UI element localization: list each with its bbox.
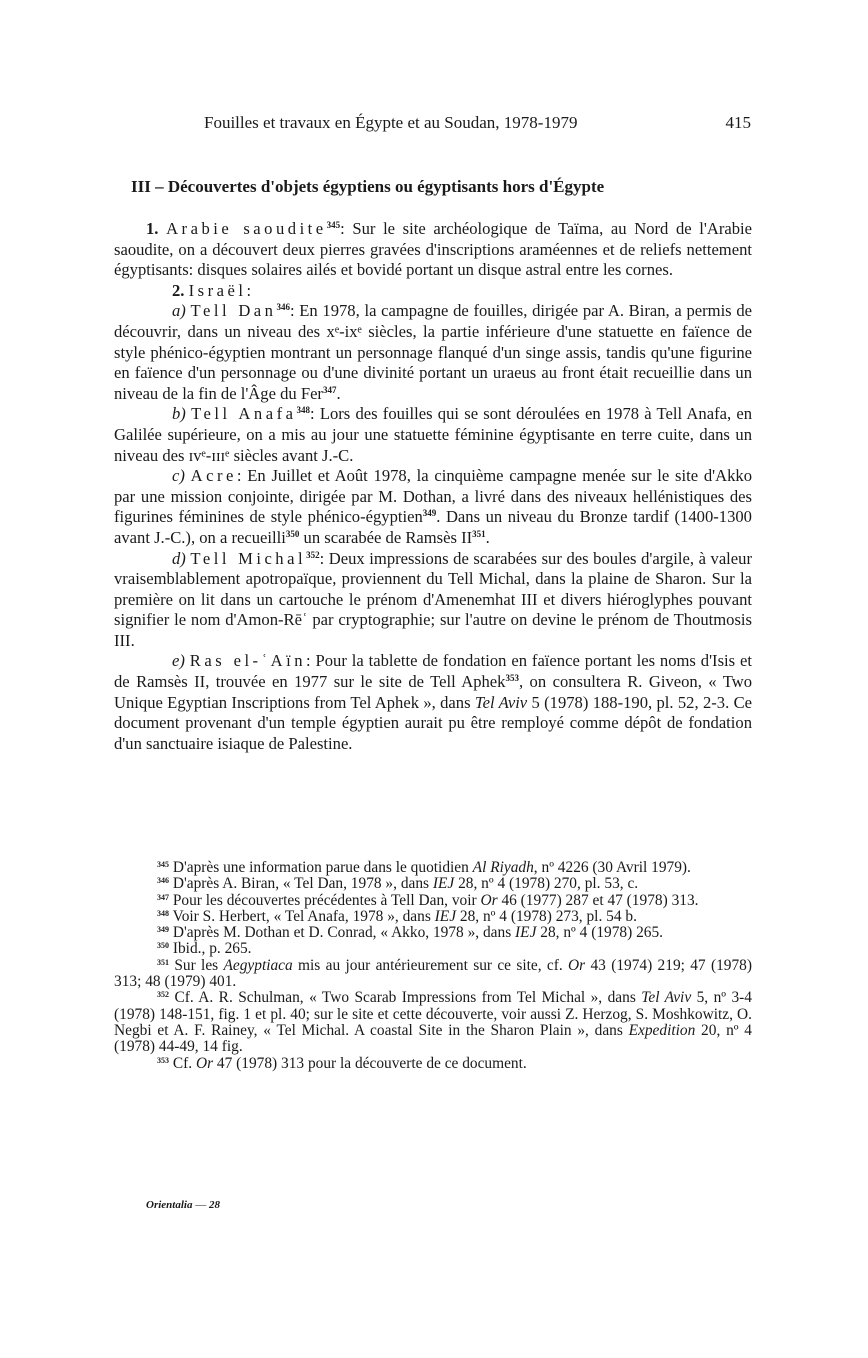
footnote-352 [114,990,752,1055]
paragraph-text: : Deux impressions de scarabées sur des boules d'argile, à valeur vraisemblablement apotropaïque, proviennent du Tell Michal, dans la plaine de Sharon. Sur la première on lit dans un cartouche le prénom d'Amenemhat III et divers hiéroglyphes pouvant signifier le nom d'Amon-Rēʿ par cryptographie; sur l'autre on devine le prénom de Thoutmosis III. [114,548,752,650]
footnote-italic: Or [568,956,586,974]
footnote-text: mis au jour antérieurement sur ce site, cf. [292,956,569,974]
period: . [485,527,490,547]
entry-letter: c) [172,466,185,486]
footnote-text: Ibid., p. 265. [172,940,252,958]
paragraph-israel [114,281,752,302]
paragraph-text: : En 1978, la campagne de fouilles, dirigée par A. Biran, a permis de découvrir, dans un niveau des xᵉ-ixᵉ siècles, la partie inférieure d'une statuette en faïence de style phénico-égyptien montrant un personnage flanqué d'un singe assis, tandis qu'une figurine en faïence d'un personnage ou d'une divinité portant un uraeus au front était recueillie dans un niveau de la fin de l'Âge du Fer [114,301,753,403]
main-text [114,219,752,754]
footnote-number: 346 [157,876,169,886]
paragraph-tell-anafa [114,404,752,466]
footnote-text: 47 (1978) 313 pour la découverte de ce document. [213,1054,527,1072]
colon: : [246,280,252,300]
footnote-ref: 345 [326,220,341,230]
footnote-text: 46 (1977) 287 et 47 (1978) 313. [497,891,699,909]
footnote-349 [114,925,752,941]
footnote-italic: Expedition [628,1021,696,1039]
footnote-italic: Or [480,891,498,909]
place-name: Ras el-ʿAïn [189,651,306,671]
footnote-number: 345 [157,860,169,869]
footnote-italic: IEJ [432,875,455,893]
footnote-text: D'après une information parue dans le quotidien [172,859,473,876]
paragraph-text: : Sur le site archéologique de Taïma, au Nord de l'Arabie saoudite, on a découvert deux pierres gravées d'inscriptions araméennes et de reliefs nettement égyptisants: disques solaires ailés et bovidé portant un disque astral entre les cornes. [114,219,752,280]
footnote-ref: 353 [505,673,519,684]
footnote-350 [114,941,752,957]
footnote-ref: 346 [276,302,290,313]
paragraph-text: , on consultera R. Giveon, « Two Unique Egyptian Inscriptions from Tel Aphek », dans [114,672,752,712]
footnote-text: Voir S. Herbert, « Tel Anafa, 1978 », dans [172,907,435,925]
entry-number: 2. [172,280,185,300]
footnote-italic: Tel Aviv [641,989,692,1007]
footnote-text: Pour les découvertes précédentes à Tell Dan, voir [172,891,481,909]
footnote-number: 347 [157,892,169,902]
footnote-number: 352 [157,990,169,1000]
footnote-text: 43 (1974) 219; 47 (1978) 313; 48 (1979) 401. [114,956,752,991]
footnote-text: D'après M. Dothan et D. Conrad, « Akko, 1978 », dans [172,924,516,942]
footnote-353 [114,1056,752,1072]
signature-dash: — [195,1199,207,1211]
footnote-text: 28, nº 4 (1978) 270, pl. 53, c. [454,875,639,893]
paragraph-text: : Pour la tablette de fondation en faïence portant les noms d'Isis et de Ramsès II, trouvée en 1977 sur le site de Tell Aphek [114,651,752,692]
footnote-ref: 349 [422,508,437,519]
footnote-number: 349 [157,925,169,935]
place-name: Israël [188,280,247,300]
footnote-italic: IEJ [515,924,537,942]
running-title: Fouilles et travaux en Égypte et au Soudan, 1978-1979 [204,113,578,132]
footnote-351 [114,958,752,991]
paragraph-text: un scarabée de Ramsès II [299,527,473,547]
footnote-347 [114,893,752,909]
footnote-italic: IEJ [434,907,457,925]
place-name: Tell Michal [190,548,307,568]
footnote-text: 28, nº 4 (1978) 265. [536,924,664,942]
footnote-number: 353 [157,1055,169,1065]
footnote-number: 348 [157,908,169,918]
footnote-italic: Aegyptiaca [223,956,293,974]
signature-mark [146,1199,220,1211]
footnote-number: 351 [157,957,169,967]
footnote-text: D'après A. Biran, « Tel Dan, 1978 », dans [172,875,433,893]
entry-letter: b) [172,404,186,424]
footnote-italic: Al Riyadh [472,859,534,876]
footnote-ref: 350 [285,528,300,539]
footnote-text: 5, nº 3-4 (1978) 148-151, fig. 1 et pl. 40; sur le site et cette découverte, voir aussi Z. Herzog, S. Moshkowitz, O. Negbi et A. F. Rainey, « Tel Michal. A coastal Site in the Sharon Plain », dans [114,989,752,1039]
footnote-ref: 352 [306,549,320,560]
period: . [336,383,341,403]
footnote-text: 20, nº 4 (1978) 44-49, 14 fig. [114,1021,752,1056]
paragraph-text: . Dans un niveau du Bronze tardif (1400-1300 avant J.-C.), on a recueilli [114,507,752,547]
entry-letter: d) [172,548,186,568]
footnote-text: 28, nº 4 (1978) 273, pl. 54 b. [456,907,637,925]
signature-journal: Orientalia [146,1199,193,1211]
paragraph-tell-dan [114,301,752,404]
footnote-text: Cf. [172,1054,196,1072]
paragraph-ras-el-ain [114,651,752,754]
footnote-346 [114,876,752,892]
footnote-345 [114,860,752,876]
place-name: Tell Dan [190,301,277,321]
footnote-italic: Or [195,1054,214,1072]
entry-number: 1. [146,219,159,238]
footnote-ref: 347 [322,384,337,395]
page-number: 415 [725,113,751,132]
place-name: Acre [190,466,237,486]
place-name: Tell Anafa [191,404,297,424]
footnote-ref: 351 [472,528,486,539]
place-name: Arabie saoudite [166,219,327,238]
paragraph-arabie [114,219,752,281]
footnote-text: Sur les [174,956,224,974]
paragraph-acre [114,466,752,548]
section-heading: III – Découvertes d'objets égyptiens ou égyptisants hors d'Égypte [131,177,605,196]
footnote-ref: 348 [296,405,310,416]
footnote-348 [114,909,752,925]
footnote-text: , nº 4226 (30 Avril 1979). [533,859,691,876]
entry-letter: a) [172,301,186,321]
footnotes [114,860,752,1072]
paragraph-text: : Lors des fouilles qui se sont déroulées en 1978 à Tell Anafa, en Galilée supérieure, on a mis au jour une statuette féminine égyptisante en terre cuite, dans un niveau des ɪᴠᵉ-ɪɪɪᵉ siècles avant J.-C. [114,404,752,465]
footnote-number: 350 [157,941,169,951]
journal-title: Tel Aviv [474,692,528,712]
paragraph-text: 5 (1978) 188-190, pl. 52, 2-3. Ce document provenant d'un temple égyptien aurait pu être remployé comme dépôt de fondation d'un sanctuaire isiaque de Palestine. [114,692,753,753]
running-header [204,113,751,135]
paragraph-text: : En Juillet et Août 1978, la cinquième campagne menée sur le site d'Akko par une mission conjointe, dirigée par M. Dothan, a livré dans des niveaux hellénistiques des figurines féminines de style phénico-égyptien [114,466,752,527]
footnote-text: Cf. A. R. Schulman, « Two Scarab Impressions from Tel Michal », dans [174,989,642,1007]
paragraph-tell-michal [114,549,752,652]
signature-number: 28 [208,1199,220,1211]
entry-letter: e) [172,651,185,671]
